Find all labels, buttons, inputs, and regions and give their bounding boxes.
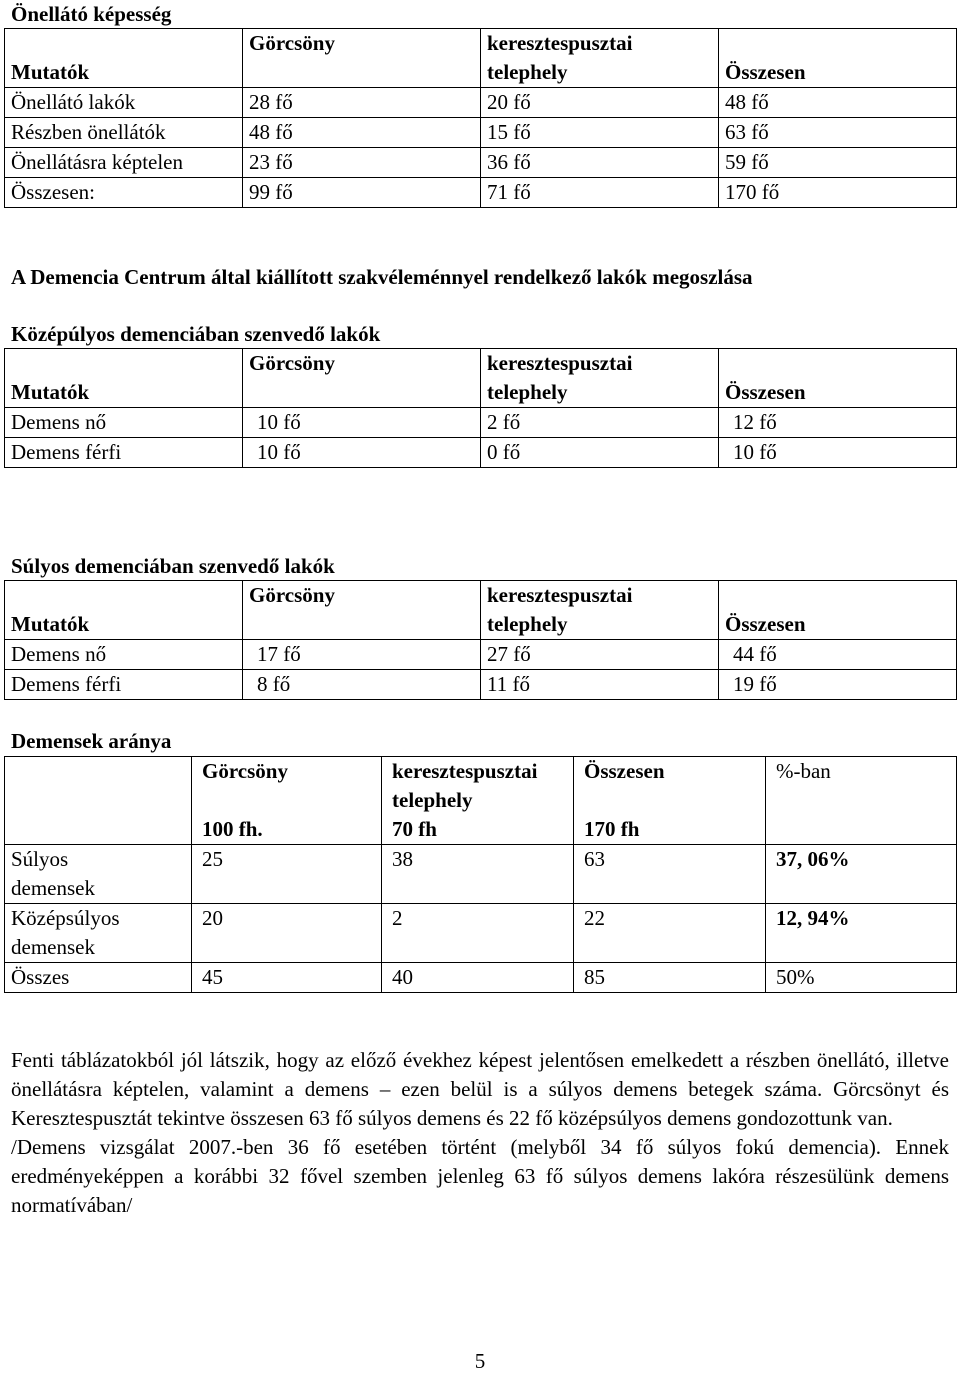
table-cell: 2 — [382, 904, 574, 963]
table-row — [5, 118, 957, 148]
header-gorcsony: Görcsöny 100 fh. — [192, 757, 382, 845]
moderate-dementia-table — [4, 348, 957, 468]
dementia-ratio-table — [4, 756, 957, 993]
table-cell: 71 fő — [481, 178, 719, 208]
table-cell: 48 fő — [243, 118, 481, 148]
table-cell: 85 — [574, 963, 766, 993]
paragraph-1: Fenti táblázatokból jól látszik, hogy az előző évekhez képest jelentősen emelkedett a részben önellátó, illetve önellátásra képtelen, valamint a demens – ezen belül is a súlyos demens betegek száma. Görcsönyt és Keresztespusztát tekintve összesen 63 fő súlyos demens és 22 fő középsúlyos demens gondozottunk van. — [11, 1048, 949, 1130]
table-cell: 44 fő — [719, 640, 957, 670]
header-osszesen: Összesen — [719, 581, 957, 640]
table-row — [5, 670, 957, 700]
table-cell: Önellátásra képtelen — [5, 148, 243, 178]
header-gorcsony: Görcsöny — [243, 349, 481, 408]
table-cell: 40 — [382, 963, 574, 993]
header-osszesen: Összesen — [719, 349, 957, 408]
table-cell: 48 fő — [719, 88, 957, 118]
section3-title: Súlyos demenciában szenvedő lakók — [11, 554, 335, 578]
table-cell: Demens férfi — [5, 670, 243, 700]
section1-title: Önellátó képesség — [11, 2, 172, 26]
header-gorcsony: Görcsöny — [243, 29, 481, 88]
table-row — [5, 408, 957, 438]
summary-paragraph — [11, 1046, 949, 1220]
table-cell: 59 fő — [719, 148, 957, 178]
table-cell: 12, 94% — [766, 904, 957, 963]
table-row — [5, 148, 957, 178]
table-cell: 45 — [192, 963, 382, 993]
table-cell: 20 fő — [481, 88, 719, 118]
table-cell: Demens férfi — [5, 438, 243, 468]
table-cell: 170 fő — [719, 178, 957, 208]
table-cell: 37, 06% — [766, 845, 957, 904]
table-row — [5, 178, 957, 208]
table-cell: 63 fő — [719, 118, 957, 148]
severe-dementia-table — [4, 580, 957, 700]
table-cell: 15 fő — [481, 118, 719, 148]
table-cell: 27 fő — [481, 640, 719, 670]
distribution-title: A Demencia Centrum által kiállított szakvéleménnyel rendelkező lakók megoszlása — [11, 265, 753, 289]
header-keresztespuszta: keresztespusztai telephely — [481, 581, 719, 640]
table-cell: 99 fő — [243, 178, 481, 208]
table-cell: 38 — [382, 845, 574, 904]
section2-title: Középúlyos demenciában szenvedő lakók — [11, 322, 381, 346]
table-cell: 12 fő — [719, 408, 957, 438]
paragraph-2: /Demens vizsgálat 2007.-ben 36 fő esetében történt (melyből 34 fő súlyos fokú demencia). Ennek eredményeképpen a korábbi 32 fővel szemben jelenleg 63 fő súlyos demens lakóra részesülünk demens normatívában/ — [11, 1135, 949, 1217]
table-row — [5, 438, 957, 468]
table-row — [5, 904, 957, 963]
table-cell: Demens nő — [5, 640, 243, 670]
table-cell: 10 fő — [243, 408, 481, 438]
table-cell: 20 — [192, 904, 382, 963]
header-osszesen: Összesen 170 fh — [574, 757, 766, 845]
header-empty — [5, 757, 192, 845]
table-cell: 0 fő — [481, 438, 719, 468]
table-row — [5, 640, 957, 670]
header-mutatok: Mutatók — [5, 581, 243, 640]
table-cell: Demens nő — [5, 408, 243, 438]
table-row — [5, 845, 957, 904]
header-percent: %-ban — [766, 757, 957, 845]
table-cell: Önellátó lakók — [5, 88, 243, 118]
table-cell: 8 fő — [243, 670, 481, 700]
page-number: 5 — [474, 1349, 486, 1373]
table-cell: 36 fő — [481, 148, 719, 178]
header-mutatok: Mutatók — [5, 29, 243, 88]
table-cell: Részben önellátók — [5, 118, 243, 148]
table-row — [5, 88, 957, 118]
header-keresztespuszta: keresztespusztai telephely — [481, 349, 719, 408]
row-label: Középsúlyos demensek — [5, 904, 192, 963]
row-label: Súlyos demensek — [5, 845, 192, 904]
table-cell: 11 fő — [481, 670, 719, 700]
header-osszesen: Összesen — [719, 29, 957, 88]
table-cell: 17 fő — [243, 640, 481, 670]
header-keresztespuszta: keresztespusztai telephely — [481, 29, 719, 88]
self-sufficiency-table — [4, 28, 957, 208]
row-label: Összes — [5, 963, 192, 993]
header-gorcsony: Görcsöny — [243, 581, 481, 640]
table-cell: 19 fő — [719, 670, 957, 700]
table-cell: 63 — [574, 845, 766, 904]
table-cell: 2 fő — [481, 408, 719, 438]
table-cell: 22 — [574, 904, 766, 963]
header-mutatok: Mutatók — [5, 349, 243, 408]
table-cell: 23 fő — [243, 148, 481, 178]
section4-title: Demensek aránya — [11, 729, 172, 753]
table-cell: Összesen: — [5, 178, 243, 208]
table-row — [5, 963, 957, 993]
table-cell: 10 fő — [719, 438, 957, 468]
table-cell: 25 — [192, 845, 382, 904]
header-keresztespuszta: keresztespusztai telephely 70 fh — [382, 757, 574, 845]
table-cell: 28 fő — [243, 88, 481, 118]
table-cell: 10 fő — [243, 438, 481, 468]
table-cell: 50% — [766, 963, 957, 993]
